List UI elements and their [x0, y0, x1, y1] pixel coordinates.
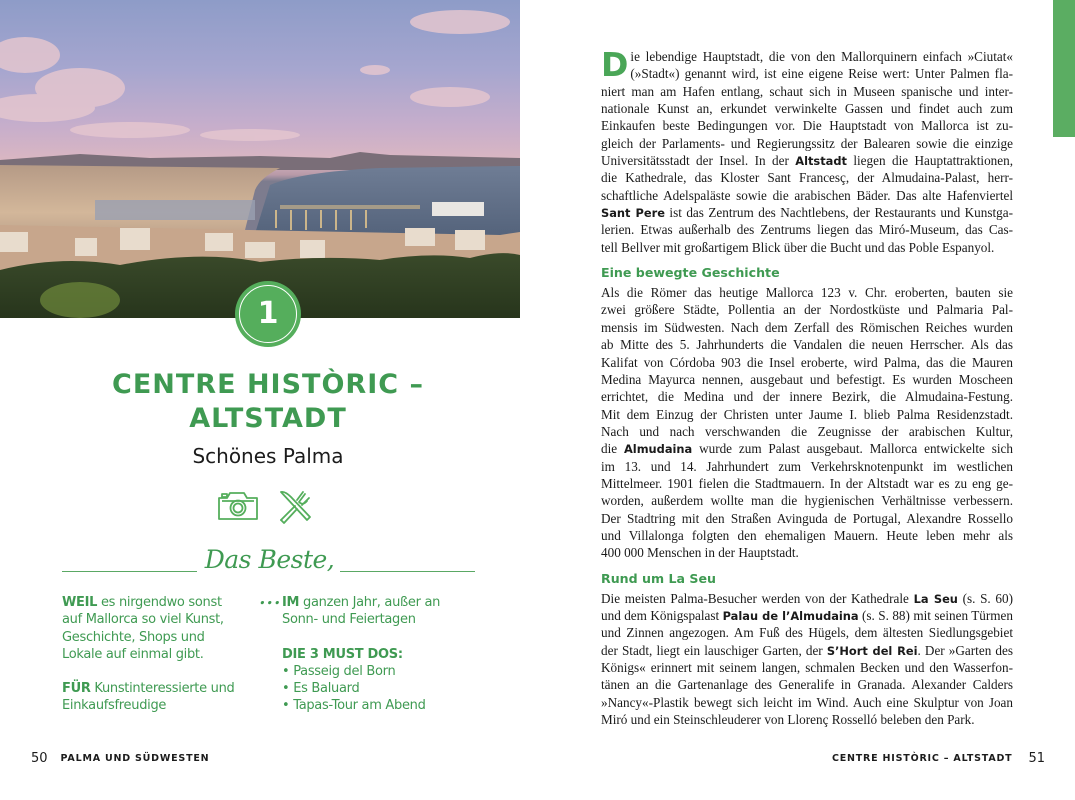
- text-line: Mit dem Einzug der Christen unter Jaume I. blieb Palma Residenzstadt.: [601, 406, 1013, 422]
- pier: [280, 205, 420, 209]
- must-do-item: • Tapas-Tour am Abend: [282, 698, 426, 714]
- text-line: zwei größere Städte, Pollentia an der Nordostküste und Palmaria Pal-: [601, 302, 1013, 318]
- must-do-item: • Passeig del Born: [282, 663, 396, 679]
- weil-text-line: auf Mallorca so viel Kunst,: [62, 612, 224, 628]
- camera-icon: [217, 488, 259, 522]
- drop-cap: D: [601, 45, 629, 84]
- category-icons: [217, 488, 317, 524]
- fuer-block: [62, 680, 272, 715]
- das-beste-title: Das Beste, ...: [204, 545, 335, 610]
- cruise-ship: [432, 202, 484, 216]
- must-do-item: • Es Baluard: [282, 681, 360, 697]
- text-line: Königs« erinnert mit seinem langen, schmalen Becken und den Wasserfon-: [601, 660, 1013, 675]
- page-title: [60, 368, 476, 436]
- fork-knife-icon: [277, 488, 313, 524]
- text-line: Die meisten Palma-Besucher werden von der Kathedrale La Seu (s. S. 60): [601, 590, 1013, 606]
- fuer-text-line: Einkaufsfreudige: [62, 698, 167, 714]
- divider-left: [62, 571, 197, 572]
- text-line: schaftliche Adelspaläste sowie die arabischen Bäder. Das alte Hafenviertel: [601, 187, 1013, 203]
- clouds: [0, 10, 510, 141]
- text-line: Kalifat von Córdoba 903 die Insel eroberte, wird Palma, das die Mauren: [601, 354, 1013, 370]
- best-column-when: [282, 594, 477, 715]
- page-subtitle: Schönes Palma: [192, 444, 344, 468]
- bold-keyword: Palau de l’Almudaina: [722, 608, 859, 623]
- bold-keyword: S’Hort del Rei: [826, 643, 918, 658]
- weil-text-line: Lokale auf einmal gibt.: [62, 646, 204, 662]
- section-heading-la-seu: Rund um La Seu: [601, 570, 716, 586]
- fuer-text-line: Kunstinteressierte und: [90, 681, 235, 697]
- text-line: und dem Königspalast Palau de l’Almudaina (s. S. 88) mit seinen Türmen: [601, 607, 1013, 623]
- text-line: die Almudaina wurde zum Palast ausgebaut. Mallorca entwickelte sich: [601, 441, 1013, 457]
- sight-number: 1: [257, 296, 279, 331]
- text-line: ie lebendige Hauptstadt, die von den Mallorquinern einfach »Ciutat«: [630, 49, 1013, 64]
- text-line: Der Stadtring mit den Straßen Avinguda de Portugal, Alexandre Rossello: [601, 510, 1013, 526]
- bold-keyword: La Seu: [913, 591, 958, 606]
- section-heading-history: Eine bewegte Geschichte: [601, 265, 780, 281]
- text-line: Miró und ein Steinschleuderer von Llorenç Rosselló beleben den Park.: [601, 712, 975, 728]
- la-seu-paragraph: [601, 590, 1013, 729]
- running-head-right: CENTRE HISTÒRIC – ALTSTADT: [831, 752, 1013, 764]
- footer-left: [31, 750, 209, 766]
- bold-keyword: Altstadt: [795, 154, 847, 169]
- text-line: 400 000 Menschen in der Hauptstadt.: [601, 545, 799, 561]
- best-column-why: [62, 594, 272, 715]
- text-line: tell Bellver mit großartigem Blick über die Bucht und das Poble Espanyol.: [601, 239, 995, 255]
- divider-right: [340, 571, 475, 572]
- bold-keyword: Sant Pere: [601, 206, 665, 221]
- text-line: mensis im Südwesten. Nach dem Zerfall des Römischen Reiches wurden: [601, 319, 1013, 335]
- page-number-right: 51: [1028, 750, 1045, 766]
- palma-harbour-photo: [0, 0, 520, 318]
- text-line: Sant Pere ist das Zentrum des Nachtlebens, der Restaurants und Kunstga-: [601, 205, 1014, 221]
- text-line: die Kathedrale, das Kloster Sant Francesç, der Almudaina-Palast, herr-: [601, 170, 1013, 186]
- text-line: ab Mitte des 5. Jahrhunderts die Vandalen die neuen Herrscher. Als das: [601, 337, 1013, 353]
- text-line: tänen an die Gartenanlage des Generalife in Granada. Alexander Calders: [601, 677, 1013, 693]
- text-line: lerien. Etwas außerhalb des Zentrums liegen das Miró-Museum, das Cas-: [601, 222, 1013, 238]
- weil-text-line: Geschichte, Shops und: [62, 629, 205, 645]
- page-number-left: 50: [31, 750, 48, 766]
- text-line: Medina Mayurca nennen, ausgebaut und befestigt. Es wurden Moscheen: [601, 371, 1013, 387]
- text-line: (»Stadt«) genannt wird, ist eine eigene Reise wert: Unter Palmen fla-: [630, 66, 1013, 82]
- text-line: der Stadt, liegt ein lauschiger Garten, der S’Hort del Rei. Der »Garten des: [601, 642, 1013, 658]
- weil-label: WEIL: [62, 595, 98, 610]
- bold-keyword: Almudaina: [623, 442, 693, 457]
- must-dos-heading: DIE 3 MUST DOS:: [282, 646, 403, 662]
- text-line: gleich der Parlaments- und Regierungssitz der Balearen sowie die einzige: [601, 135, 1013, 151]
- running-head-left: PALMA UND SÜDWESTEN: [60, 752, 210, 764]
- im-label: IM: [282, 595, 300, 610]
- text-line: worden, außerdem wollte man die hygienischen Verhältnisse verbessern.: [601, 493, 1013, 509]
- text-line: niert man am Hafen entlang, schaut sich in Museen spanische und inter-: [601, 83, 1013, 99]
- text-line: Mittelmeer. 1901 fielen die Stadtmauern. In der Altstadt war es zu eng ge-: [601, 475, 1013, 491]
- footer-right: [832, 750, 1045, 766]
- sight-number-badge: [235, 281, 301, 347]
- article-body: [601, 45, 1014, 728]
- text-line: und Villalonga folgten den ehemaligen Mauern. Heute leben mehr als: [601, 527, 1013, 543]
- fuer-label: FÜR: [62, 681, 91, 697]
- text-line: Einkaufen beste Bedingungen vor. Die Hauptstadt von Mallorca ist zu-: [601, 118, 1013, 134]
- text-line: »Nancy«-Plastik bewegt sich leicht im Wind. Auch eine Skulptur von Joan: [601, 694, 1013, 710]
- weil-block: [62, 594, 272, 663]
- text-line: und Zinnen angezogen. Am Fuß des Hügels, dem ältesten Siedlungsgebiet: [601, 625, 1013, 641]
- im-text-line: ganzen Jahr, außer an: [299, 595, 441, 610]
- chapter-tab-marker: [1053, 0, 1075, 137]
- text-line: Nach und nach verschwanden die Zeugnisse der arabischen Kultur,: [601, 423, 1013, 439]
- text-line: Universitätsstadt der Insel. In der Altstadt liegen die Hauptattraktionen,: [601, 153, 1014, 169]
- photo-illustration: [0, 0, 520, 318]
- title-line-1: CENTRE HISTÒRIC –: [112, 369, 424, 400]
- history-paragraph: [601, 284, 1013, 562]
- title-line-2: ALTSTADT: [189, 403, 347, 434]
- im-block: [282, 594, 477, 629]
- text-line: im 13. und 14. Jahrhundert zum Verkehrsknotenpunkt im westlichen: [601, 458, 1013, 474]
- weil-text-line: es nirgendwo sonst: [97, 595, 222, 610]
- text-line: errichtet, die Medina und der innere Bezirk, die Almudaina-Festung.: [601, 389, 1013, 405]
- must-dos-block: [282, 646, 477, 715]
- intro-paragraph: [601, 45, 1014, 256]
- text-line: nationale Kunst an, erkundet verwinkelte Gassen und findet auch zum: [601, 101, 1013, 117]
- im-text-line: Sonn- und Feiertagen: [282, 612, 416, 628]
- text-line: Als die Römer das heutige Mallorca 123 v. Chr. eroberten, bauten sie: [601, 285, 1013, 301]
- marina: [95, 200, 255, 220]
